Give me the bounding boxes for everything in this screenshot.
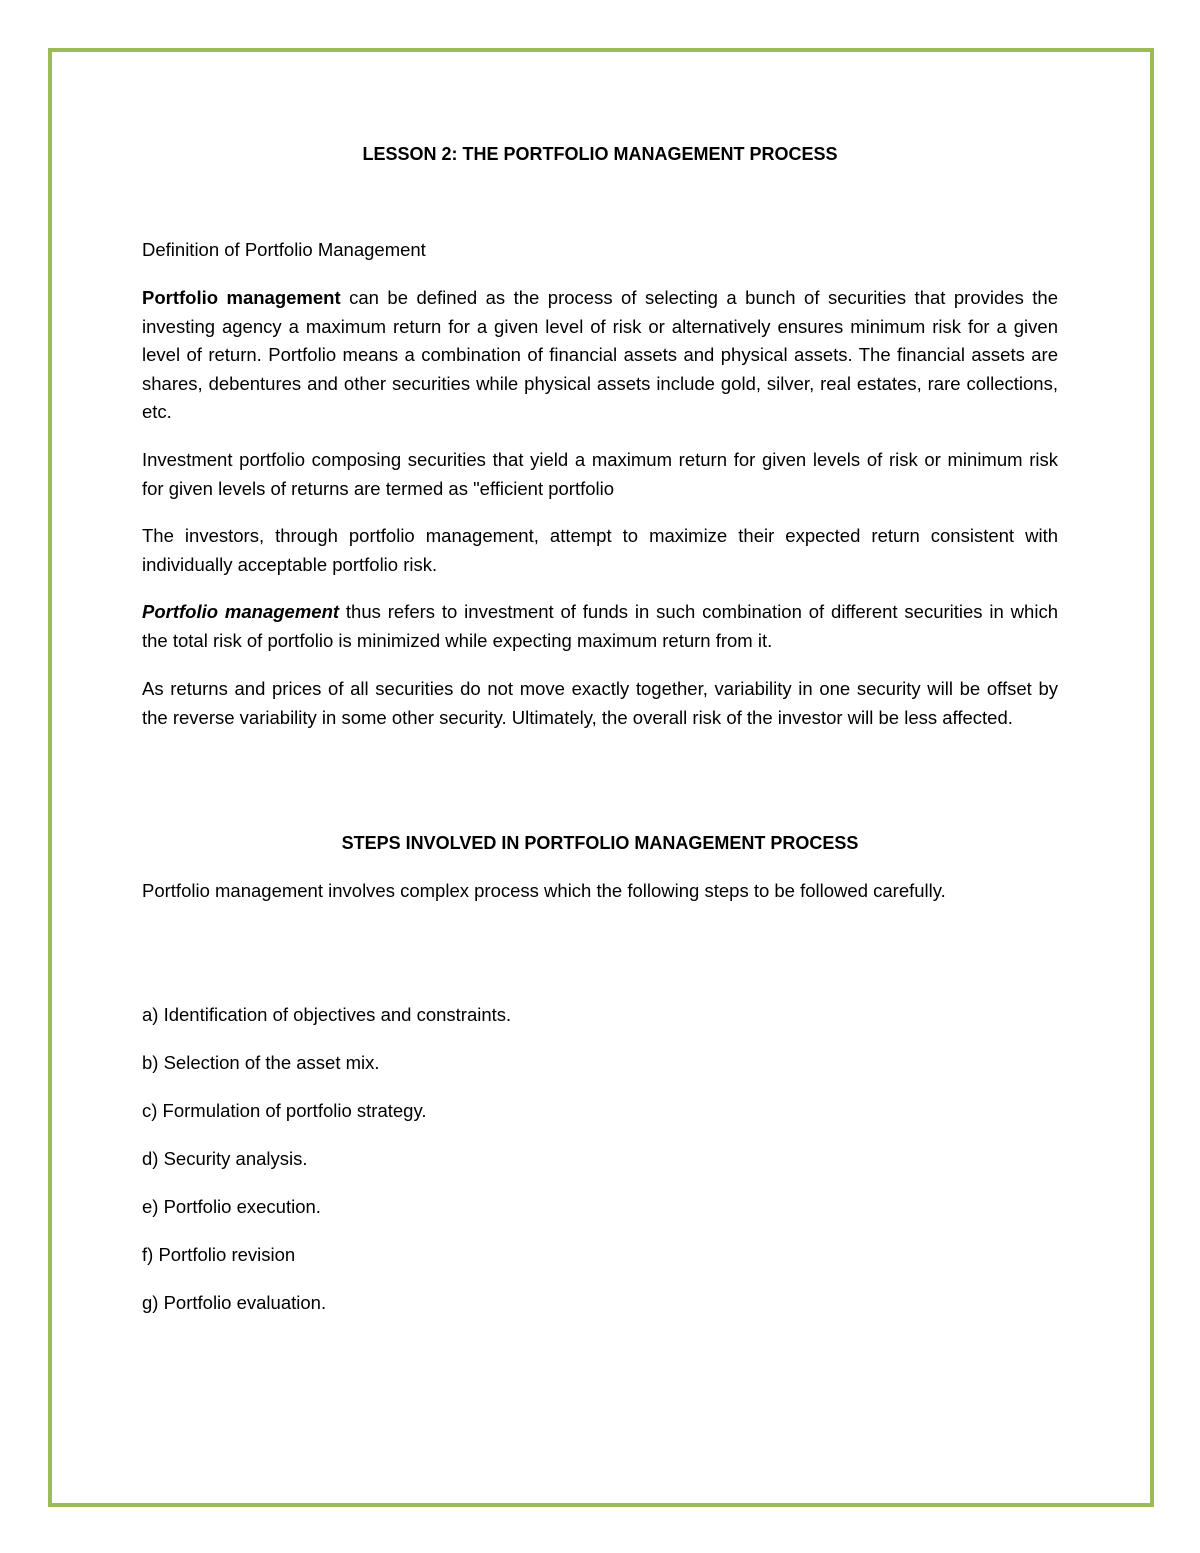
- step-item-g: g) Portfolio evaluation.: [142, 1292, 327, 1313]
- term-portfolio-management: Portfolio management: [142, 287, 341, 308]
- paragraph-refers-text: thus refers to investment of funds in such combination of different securities in which the total risk of portfolio is minimized while expecting maximum return from it.: [142, 601, 1058, 651]
- lesson-title: LESSON 2: THE PORTFOLIO MANAGEMENT PROCESS: [362, 144, 838, 164]
- steps-intro: Portfolio management involves complex process which the following steps to be followed carefully.: [142, 880, 946, 901]
- page-border: [48, 48, 1154, 1507]
- paragraph-definition: [142, 284, 1058, 427]
- paragraph-variability: As returns and prices of all securities do not move exactly together, variability in one security will be offset by the reverse variability in some other security. Ultimately, the overall risk of the investor will be less affected.: [142, 678, 1058, 728]
- step-item-e: e) Portfolio execution.: [142, 1196, 321, 1217]
- paragraph-efficient-portfolio: Investment portfolio composing securities that yield a maximum return for given levels of risk or minimum risk for given levels of returns are termed as "efficient portfolio: [142, 449, 1058, 499]
- step-item-d: d) Security analysis.: [142, 1148, 308, 1169]
- term-portfolio-management-italic: Portfolio management: [142, 601, 340, 622]
- paragraph-refers: [142, 598, 1058, 655]
- paragraph-investors: The investors, through portfolio management, attempt to maximize their expected return consistent with individually acceptable portfolio risk.: [142, 525, 1058, 575]
- step-item-f: f) Portfolio revision: [142, 1244, 296, 1265]
- step-item-c: c) Formulation of portfolio strategy.: [142, 1100, 427, 1121]
- steps-heading: STEPS INVOLVED IN PORTFOLIO MANAGEMENT PROCESS: [341, 833, 859, 853]
- definition-heading: Definition of Portfolio Management: [142, 239, 426, 260]
- step-item-a: a) Identification of objectives and constraints.: [142, 1004, 512, 1025]
- paragraph-definition-text: can be defined as the process of selecting a bunch of securities that provides the investing agency a maximum return for a given level of risk or alternatively ensures minimum risk for a given level of return. Portfolio means a combination of financial assets and physical assets. The financial assets are shares, debentures and other securities while physical assets include gold, silver, real estates, rare collections, etc.: [142, 287, 1058, 422]
- step-item-b: b) Selection of the asset mix.: [142, 1052, 380, 1073]
